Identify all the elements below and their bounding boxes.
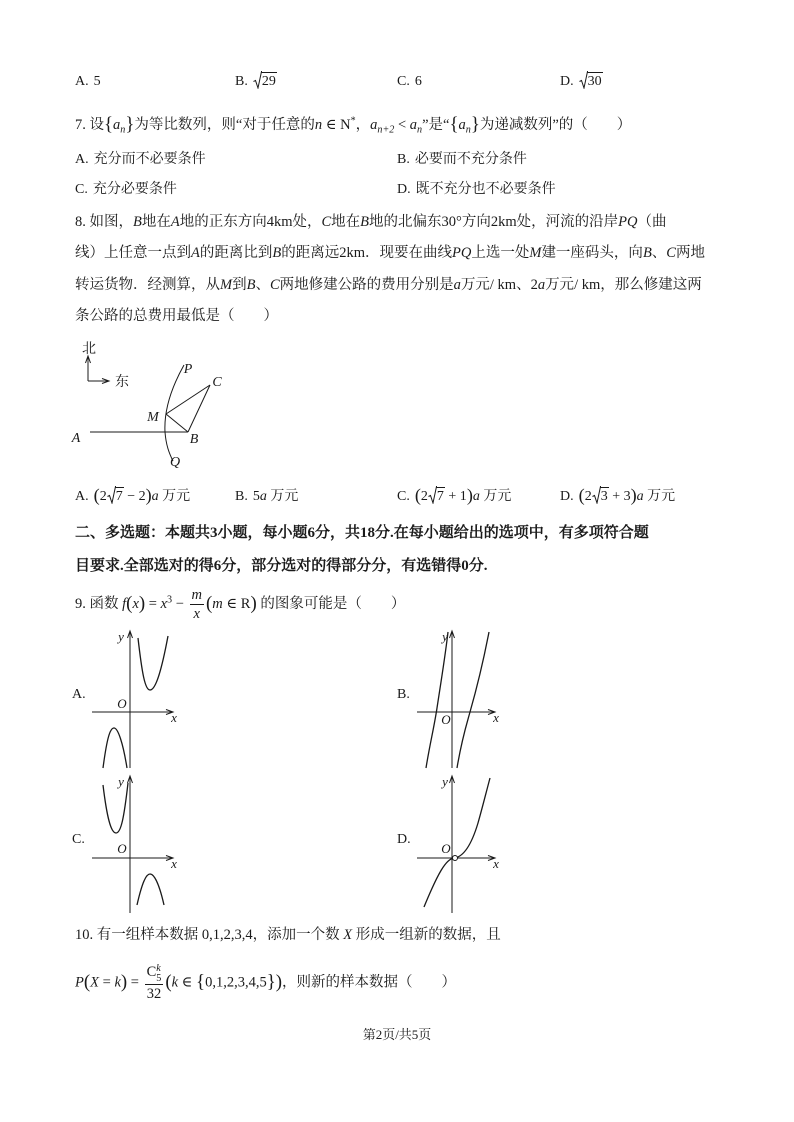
text-run: 万元 — [643, 489, 676, 504]
math-roman: + 1 — [444, 489, 467, 504]
math-roman: 2km — [339, 245, 365, 261]
option-value — [578, 485, 676, 506]
math-variable: A — [191, 245, 200, 261]
text-run: 转运货物．经测算，从 — [75, 277, 220, 293]
math-variable: a — [409, 117, 418, 133]
large-delimiter: ( — [165, 971, 172, 993]
fraction-numerator — [145, 964, 164, 985]
option-value — [94, 74, 101, 89]
text-run: 线）上任意一点到 — [75, 245, 191, 261]
text-run: 为等比数列，则“对于任意的 — [134, 117, 315, 133]
open-point-icon — [453, 856, 458, 861]
math-variable: B — [642, 245, 652, 261]
sqrt-expression — [592, 485, 609, 509]
option-label: D. — [560, 74, 574, 89]
text-run: 9. 函数 — [75, 595, 123, 612]
large-delimiter: ( — [126, 592, 133, 614]
math-variable: x — [193, 606, 200, 622]
large-delimiter: { — [449, 114, 459, 136]
curve-branch-left — [426, 632, 448, 768]
text-run: 处，河流的沿岸 — [516, 214, 619, 230]
option-label: D. — [560, 489, 574, 504]
math-roman: 2 — [420, 489, 428, 504]
option-text: 既不充分也不必要条件 — [415, 182, 556, 197]
origin-label: O — [117, 696, 127, 711]
large-delimiter: ( — [578, 485, 585, 506]
fraction — [190, 587, 204, 622]
math-roman: 0,1,2,3,4 — [201, 927, 253, 943]
math-roman: < — [394, 117, 410, 133]
q8-option-b[interactable] — [235, 485, 298, 509]
text-run: 地的正东方向 — [179, 214, 267, 230]
math-roman: ∈ R — [222, 595, 251, 612]
point-p-label: P — [183, 362, 193, 377]
text-run: 、 — [255, 277, 270, 293]
subscript: 5 — [156, 972, 162, 984]
text-run: 上选一处 — [471, 245, 530, 261]
math-variable: M — [529, 245, 542, 261]
point-q-label: Q — [169, 455, 181, 470]
math-variable: a — [113, 117, 121, 133]
sqrt-expression — [107, 485, 124, 509]
text-run: 地在 — [331, 214, 361, 230]
math-variable: a — [370, 117, 378, 133]
text-run: 两地修建公路的费用分别是 — [279, 277, 454, 293]
sqrt-expression — [579, 70, 603, 94]
large-delimiter: ( — [93, 485, 100, 506]
large-delimiter: } — [125, 114, 135, 136]
sqrt-radicand: 30 — [587, 74, 602, 89]
origin-label: O — [441, 841, 451, 856]
fraction-numerator — [190, 587, 204, 605]
math-roman: / km — [574, 277, 601, 293]
math-variable: m — [191, 587, 203, 603]
math-variable: C — [321, 214, 332, 230]
q6-option-b[interactable] — [235, 70, 277, 94]
math-variable: B — [133, 214, 142, 230]
option-label: B. — [235, 74, 248, 89]
math-variable: a — [636, 489, 644, 504]
math-roman: / km — [489, 277, 517, 293]
curve-branch-right — [138, 636, 168, 690]
option-text: 必要而不充分条件 — [414, 152, 527, 167]
text-run: ，添加一个数 — [252, 927, 344, 943]
text-run: 为递减数列”的（ ） — [479, 117, 632, 133]
q6-option-a[interactable] — [75, 70, 101, 94]
text-run: 万元 — [266, 489, 299, 504]
math-variable: P — [75, 974, 84, 991]
y-axis-label: y — [442, 774, 448, 789]
text-run: 、 — [651, 245, 667, 261]
text-run: 8. 如图， — [75, 214, 133, 230]
large-delimiter: ) — [145, 485, 152, 506]
q8-stem-line-4 — [75, 304, 278, 328]
graph-b-label[interactable]: B. — [397, 687, 410, 702]
option-value — [253, 74, 277, 89]
math-roman: ∈ N — [322, 117, 351, 133]
sqrt-expression — [253, 70, 277, 94]
math-variable: C — [666, 245, 676, 261]
math-variable: PQ — [452, 245, 472, 261]
x-axis-label: x — [493, 856, 499, 871]
math-variable: k — [171, 974, 179, 991]
q8-option-a[interactable] — [75, 485, 190, 509]
large-delimiter: { — [104, 114, 114, 136]
option-value — [93, 485, 191, 506]
math-variable: a — [472, 489, 480, 504]
curve-branch-left — [103, 783, 128, 833]
graph-a-label[interactable]: A. — [72, 687, 86, 702]
math-roman: 32 — [146, 986, 162, 1003]
math-variable: m — [212, 595, 223, 612]
math-roman: ∈ — [178, 974, 197, 991]
q7-option-a[interactable] — [75, 148, 206, 172]
text-run: 的距离比到 — [199, 245, 273, 261]
q9-stem-line — [75, 587, 405, 622]
math-variable: f — [122, 595, 127, 612]
sqrt-radicand: 29 — [261, 74, 276, 89]
option-value — [253, 489, 299, 504]
segment-mb — [166, 414, 188, 432]
math-variable: a — [259, 489, 267, 504]
point-a-label: A — [71, 431, 81, 446]
section-header-line-2: 目要求.全部选对的得6分，部分选对的得部分分，有选错得0分. — [75, 558, 488, 574]
text-run: （曲 — [637, 214, 667, 230]
math-roman: 2km — [490, 214, 517, 230]
point-b-label: B — [189, 432, 199, 447]
q8-stem-line-2 — [75, 241, 705, 265]
large-delimiter: ) — [138, 592, 146, 614]
option-label: A. — [75, 152, 89, 167]
option-label: A. — [75, 489, 89, 504]
q7-option-c[interactable] — [75, 178, 177, 202]
math-roman: 5 — [252, 489, 260, 504]
math-variable: a — [453, 277, 461, 293]
math-roman: = — [99, 974, 115, 991]
text-run: 方向 — [461, 214, 491, 230]
math-variable: a — [537, 277, 546, 293]
q10-stem-line-1 — [75, 923, 501, 947]
math-roman: 2 — [584, 489, 592, 504]
text-run: ”是“ — [422, 117, 450, 133]
graph-c — [90, 773, 185, 915]
text-run: 两地 — [675, 245, 705, 261]
origin-label: O — [117, 841, 127, 856]
text-run: 处， — [292, 214, 322, 230]
x-axis-label: x — [493, 710, 499, 725]
large-delimiter: } — [266, 971, 276, 993]
graph-a — [90, 628, 185, 770]
math-roman: + 3 — [608, 489, 631, 504]
q8-stem-line-1 — [75, 210, 666, 234]
fraction-denominator — [190, 605, 204, 622]
text-run: 到 — [232, 277, 247, 293]
large-delimiter: ) — [120, 971, 128, 993]
option-value — [415, 74, 422, 89]
y-axis-label: y — [118, 629, 124, 644]
superscript: 3 — [167, 594, 173, 606]
math-variable: x — [132, 595, 139, 612]
math-variable: x — [160, 595, 168, 612]
option-value — [414, 485, 512, 506]
q8-option-c[interactable] — [397, 485, 511, 509]
math-variable: B — [272, 245, 282, 261]
curve-branch-left — [103, 728, 127, 768]
sqrt-radicand: 7 — [436, 489, 444, 504]
graph-d — [412, 773, 507, 915]
point-m-label: M — [147, 410, 159, 425]
math-roman: − — [172, 595, 188, 612]
math-variable: A — [170, 214, 180, 230]
text-run: ，那么修建这两 — [600, 277, 702, 293]
math-roman: 6 — [414, 74, 422, 89]
q6-option-c[interactable] — [397, 70, 422, 94]
option-label: B. — [235, 489, 248, 504]
math-variable: X — [90, 974, 99, 991]
math-variable: k — [114, 974, 121, 991]
option-label: D. — [397, 182, 411, 197]
math-roman: 5 — [93, 74, 101, 89]
math-variable: X — [343, 927, 353, 943]
math-variable: C — [269, 277, 280, 293]
curve-branch-right — [137, 874, 164, 905]
subscript: n — [120, 124, 126, 136]
text-run: 万元 — [460, 277, 490, 293]
large-delimiter: ) — [275, 971, 283, 993]
fraction-denominator — [145, 985, 164, 1002]
graph-d-label[interactable]: D. — [397, 832, 411, 847]
q8-stem-line-3 — [75, 273, 702, 297]
math-variable: B — [360, 214, 370, 230]
graph-b — [412, 628, 507, 770]
subscript: n — [465, 124, 471, 136]
sqrt-expression — [428, 485, 445, 509]
subscript: n — [417, 124, 423, 136]
large-delimiter: ) — [630, 485, 637, 506]
text-run: 7. 设 — [75, 117, 104, 133]
math-roman: 4km — [266, 214, 293, 230]
q7-stem-line — [75, 113, 631, 137]
y-axis-label: y — [442, 629, 448, 644]
sub-superscript — [156, 964, 161, 983]
math-roman: C — [146, 964, 157, 981]
math-variable: n — [314, 117, 323, 133]
x-axis-label: x — [171, 710, 177, 725]
text-run: 、 — [516, 277, 531, 293]
large-delimiter: { — [196, 971, 206, 993]
q8-figure — [60, 335, 240, 470]
q10-stem-line-2 — [75, 964, 456, 1002]
page-footer: 第2页/共5页 — [362, 1027, 432, 1042]
sqrt-radicand: 3 — [600, 489, 608, 504]
math-variable: PQ — [618, 214, 638, 230]
text-run: 形成一组新的数据，且 — [352, 927, 501, 943]
x-axis-label: x — [171, 856, 177, 871]
math-roman: = — [145, 595, 161, 612]
section-header-line-1: 二、多选题：本题共3小题，每小题6分，共18分.在每小题给出的选项中，有多项符合题 — [75, 525, 649, 541]
large-delimiter: } — [470, 114, 480, 136]
text-run: 万元 — [158, 489, 191, 504]
math-roman: − 2 — [123, 489, 146, 504]
text-run: 地在 — [141, 214, 171, 230]
math-roman: 30° — [441, 214, 462, 230]
option-value — [579, 74, 603, 89]
q7-option-d[interactable] — [397, 178, 556, 202]
large-delimiter: ) — [466, 485, 473, 506]
superscript: k — [156, 964, 161, 974]
point-c-label: C — [212, 375, 222, 390]
subscript: n+2 — [377, 124, 395, 136]
north-label: 北 — [82, 342, 96, 357]
q8-option-d[interactable] — [560, 485, 675, 509]
option-label: C. — [397, 74, 410, 89]
text-run: 建一座码头，向 — [541, 245, 643, 261]
superscript: * — [350, 115, 356, 127]
option-label: C. — [75, 182, 88, 197]
math-roman: 0,1,2,3,4,5 — [205, 974, 267, 991]
text-run: 地的北偏东 — [369, 214, 442, 230]
text-run: ，则新的样本数据（ ） — [282, 974, 457, 991]
math-variable: a — [458, 117, 466, 133]
graph-c-label[interactable]: C. — [72, 832, 85, 847]
q7-option-b[interactable] — [397, 148, 527, 172]
text-run: 条公路的总费用最低是（ ） — [75, 308, 278, 324]
math-roman: 2 — [99, 489, 107, 504]
large-delimiter: ( — [83, 971, 91, 993]
option-label: B. — [397, 152, 410, 167]
curve-branch-right — [457, 632, 489, 768]
text-run: 万元 — [545, 277, 575, 293]
fraction — [145, 964, 164, 1002]
math-variable: B — [246, 277, 256, 293]
option-label: A. — [75, 74, 89, 89]
math-roman: 2 — [530, 277, 538, 293]
large-delimiter: ( — [414, 485, 421, 506]
y-axis-label: y — [118, 774, 124, 789]
east-label: 东 — [115, 375, 129, 390]
math-variable: a — [151, 489, 159, 504]
text-run: ， — [355, 117, 371, 133]
text-run: 的图象可能是（ ） — [256, 595, 406, 612]
option-text: 充分而不必要条件 — [93, 152, 206, 167]
text-run: 10. 有一组样本数据 — [75, 927, 202, 943]
option-text: 充分必要条件 — [92, 182, 177, 197]
math-variable: M — [220, 277, 233, 293]
text-run: ．现要在曲线 — [365, 245, 452, 261]
math-roman: = — [127, 974, 143, 991]
q6-option-d[interactable] — [560, 70, 603, 94]
option-label: C. — [397, 489, 410, 504]
sqrt-radicand: 7 — [115, 489, 123, 504]
large-delimiter: ( — [206, 592, 213, 614]
origin-label: O — [441, 712, 451, 727]
text-run: 万元 — [479, 489, 512, 504]
curve — [424, 778, 490, 907]
large-delimiter: ) — [250, 592, 257, 614]
text-run: 的距离远 — [281, 245, 340, 261]
